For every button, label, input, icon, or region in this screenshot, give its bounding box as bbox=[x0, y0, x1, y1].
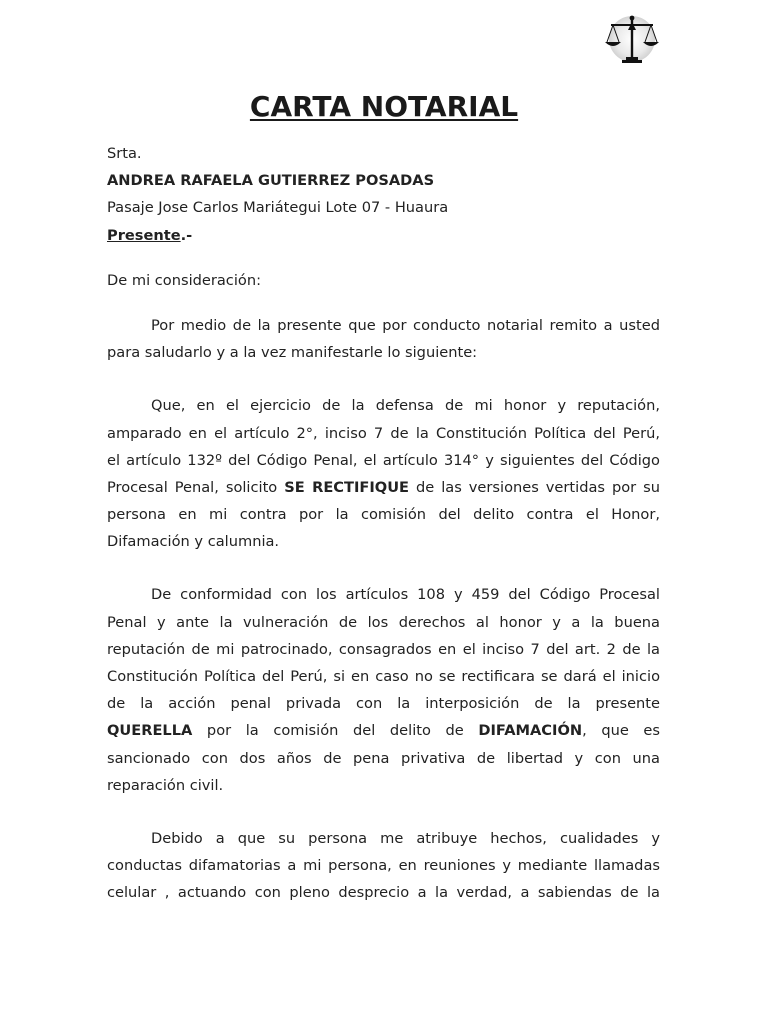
paragraph-line: amparado en el artículo 2°, inciso 7 de la Constitución Política del Perú, bbox=[107, 424, 660, 442]
paragraph-line: de la acción penal privada con la interposición de la presente bbox=[107, 695, 660, 713]
paragraph-1 bbox=[107, 312, 660, 366]
emphasis-querella: QUERELLA bbox=[107, 722, 193, 740]
emphasis-se-rectifique: SE RECTIFIQUE bbox=[284, 478, 410, 496]
paragraph-line: para saludarlo y a la vez manifestarle lo siguiente: bbox=[107, 344, 478, 362]
greeting: De mi consideración: bbox=[107, 271, 261, 289]
paragraph-4 bbox=[107, 825, 660, 907]
paragraph-line: conductas difamatorias a mi persona, en reuniones y mediante llamadas bbox=[107, 857, 660, 875]
recipient-salutation: Srta. bbox=[107, 145, 142, 162]
paragraph-line: QUERELLA por la comisión del delito de DIFAMACIÓN, que es bbox=[107, 722, 660, 740]
paragraph-line: celular , actuando con pleno desprecio a la verdad, a sabiendas de la bbox=[107, 884, 660, 902]
paragraph-line: reparación civil. bbox=[107, 776, 224, 794]
presente-line bbox=[107, 222, 660, 249]
scales-of-justice-icon bbox=[602, 14, 662, 66]
paragraph-2 bbox=[107, 392, 660, 555]
paragraph-line: Procesal Penal, solicito SE RECTIFIQUE de las versiones vertidas por su bbox=[107, 478, 660, 496]
paragraph-line: sancionado con dos años de pena privativa de libertad y con una bbox=[107, 749, 660, 767]
paragraph-line: Que, en el ejercicio de la defensa de mi honor y reputación, bbox=[151, 397, 660, 415]
paragraph-line: el artículo 132º del Código Penal, el artículo 314° y siguientes del Código bbox=[107, 451, 660, 469]
page-title: CARTA NOTARIAL bbox=[249, 90, 519, 123]
paragraph-line: reputación de mi patrocinado, consagrados en el inciso 7 del art. 2 de la bbox=[107, 640, 660, 658]
presente-suffix: .- bbox=[180, 226, 193, 244]
paragraph-line: Constitución Política del Perú, si en caso no se rectificara se dará el inicio bbox=[107, 668, 660, 685]
paragraph-line: Por medio de la presente que por conducto notarial remito a usted bbox=[151, 316, 660, 334]
paragraph-line: Penal y ante la vulneración de los derechos al honor y a la buena bbox=[107, 613, 660, 631]
recipient-address: Pasaje Jose Carlos Mariátegui Lote 07 - Huaura bbox=[107, 199, 449, 217]
presente-word: Presente bbox=[107, 226, 181, 244]
paragraph-line: De conformidad con los artículos 108 y 459 del Código Procesal bbox=[151, 586, 660, 604]
paragraph-line: Debido a que su persona me atribuye hechos, cualidades y bbox=[151, 829, 660, 847]
paragraph-line: Difamación y calumnia. bbox=[107, 533, 280, 551]
recipient-name-text: ANDREA RAFAELA GUTIERREZ POSADAS bbox=[107, 172, 435, 190]
letter-body bbox=[107, 140, 660, 907]
paragraph-3 bbox=[107, 581, 660, 799]
recipient-name bbox=[107, 167, 660, 194]
emphasis-difamacion: DIFAMACIÓN bbox=[478, 722, 583, 740]
paragraph-line: persona en mi contra por la comisión del delito contra el Honor, bbox=[107, 506, 660, 524]
